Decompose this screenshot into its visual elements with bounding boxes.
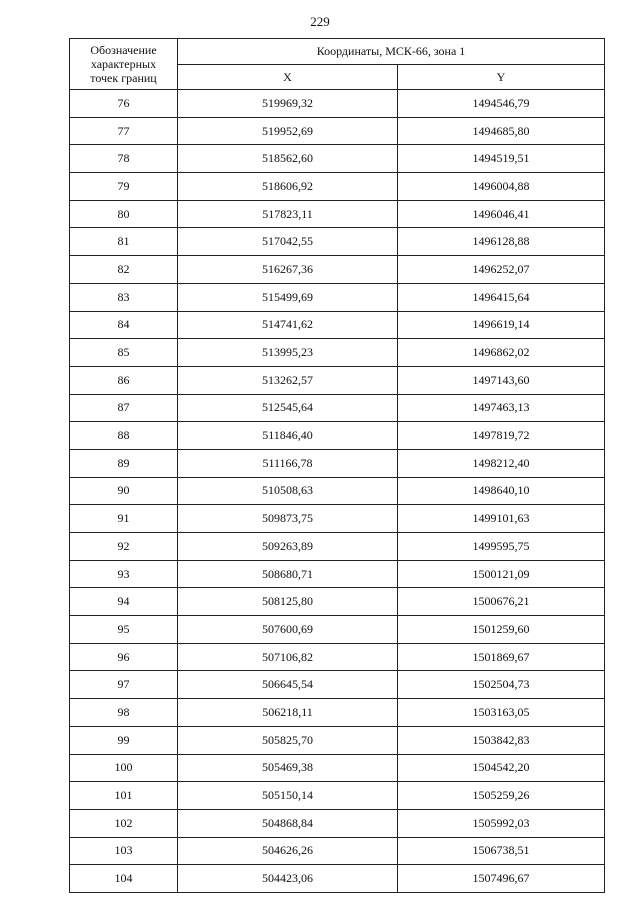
point-cell: 87 <box>70 394 178 422</box>
y-cell: 1497463,13 <box>398 394 605 422</box>
y-cell: 1496004,88 <box>398 173 605 201</box>
table-row <box>70 283 605 311</box>
y-cell: 1500121,09 <box>398 560 605 588</box>
table-row <box>70 200 605 228</box>
table-row <box>70 533 605 561</box>
table-body <box>70 90 605 893</box>
y-cell: 1505259,26 <box>398 782 605 810</box>
y-cell: 1494685,80 <box>398 117 605 145</box>
y-cell: 1505992,03 <box>398 809 605 837</box>
y-column-header: Y <box>398 65 605 90</box>
point-cell: 79 <box>70 173 178 201</box>
y-cell: 1503163,05 <box>398 699 605 727</box>
table-row <box>70 90 605 118</box>
table-row <box>70 782 605 810</box>
point-cell: 89 <box>70 449 178 477</box>
point-cell: 103 <box>70 837 178 865</box>
point-cell: 93 <box>70 560 178 588</box>
x-cell: 508680,71 <box>178 560 398 588</box>
x-cell: 507600,69 <box>178 616 398 644</box>
y-cell: 1506738,51 <box>398 837 605 865</box>
x-cell: 504626,26 <box>178 837 398 865</box>
x-cell: 510508,63 <box>178 477 398 505</box>
point-cell: 102 <box>70 809 178 837</box>
table-row <box>70 865 605 893</box>
point-header-line-3: точек границ <box>90 71 157 85</box>
table-row <box>70 560 605 588</box>
x-cell: 518606,92 <box>178 173 398 201</box>
point-cell: 98 <box>70 699 178 727</box>
table-row <box>70 754 605 782</box>
table-row <box>70 643 605 671</box>
x-cell: 517042,55 <box>178 228 398 256</box>
table-row <box>70 366 605 394</box>
point-cell: 95 <box>70 616 178 644</box>
x-cell: 515499,69 <box>178 283 398 311</box>
point-cell: 78 <box>70 145 178 173</box>
x-cell: 519952,69 <box>178 117 398 145</box>
table-row <box>70 422 605 450</box>
point-cell: 77 <box>70 117 178 145</box>
x-cell: 512545,64 <box>178 394 398 422</box>
y-cell: 1504542,20 <box>398 754 605 782</box>
y-cell: 1498212,40 <box>398 449 605 477</box>
x-cell: 509263,89 <box>178 533 398 561</box>
table-row <box>70 505 605 533</box>
point-header-line-1: Обозначение <box>90 43 157 57</box>
point-cell: 88 <box>70 422 178 450</box>
point-cell: 85 <box>70 339 178 367</box>
y-cell: 1494546,79 <box>398 90 605 118</box>
y-cell: 1499595,75 <box>398 533 605 561</box>
x-cell: 508125,80 <box>178 588 398 616</box>
y-cell: 1496252,07 <box>398 256 605 284</box>
y-cell: 1499101,63 <box>398 505 605 533</box>
y-cell: 1496862,02 <box>398 339 605 367</box>
table-row <box>70 726 605 754</box>
point-cell: 92 <box>70 533 178 561</box>
point-cell: 97 <box>70 671 178 699</box>
x-cell: 517823,11 <box>178 200 398 228</box>
table-row <box>70 173 605 201</box>
x-cell: 505469,38 <box>178 754 398 782</box>
point-cell: 91 <box>70 505 178 533</box>
y-cell: 1507496,67 <box>398 865 605 893</box>
x-cell: 509873,75 <box>178 505 398 533</box>
x-cell: 505150,14 <box>178 782 398 810</box>
y-cell: 1497143,60 <box>398 366 605 394</box>
y-cell: 1496046,41 <box>398 200 605 228</box>
point-cell: 84 <box>70 311 178 339</box>
table-header <box>70 39 605 90</box>
point-cell: 82 <box>70 256 178 284</box>
point-cell: 99 <box>70 726 178 754</box>
point-cell: 80 <box>70 200 178 228</box>
table-row <box>70 671 605 699</box>
point-cell: 94 <box>70 588 178 616</box>
x-cell: 505825,70 <box>178 726 398 754</box>
y-cell: 1494519,51 <box>398 145 605 173</box>
coordinates-group-header: Координаты, МСК-66, зона 1 <box>178 39 605 65</box>
point-cell: 104 <box>70 865 178 893</box>
point-column-header <box>70 39 178 90</box>
coordinates-table <box>69 38 605 893</box>
y-cell: 1496415,64 <box>398 283 605 311</box>
y-cell: 1501869,67 <box>398 643 605 671</box>
point-cell: 90 <box>70 477 178 505</box>
point-cell: 101 <box>70 782 178 810</box>
y-cell: 1496619,14 <box>398 311 605 339</box>
point-header-line-2: характерных <box>90 57 157 71</box>
x-cell: 519969,32 <box>178 90 398 118</box>
y-cell: 1502504,73 <box>398 671 605 699</box>
x-cell: 518562,60 <box>178 145 398 173</box>
x-cell: 514741,62 <box>178 311 398 339</box>
y-cell: 1496128,88 <box>398 228 605 256</box>
point-cell: 76 <box>70 90 178 118</box>
x-cell: 513262,57 <box>178 366 398 394</box>
table-row <box>70 699 605 727</box>
y-cell: 1497819,72 <box>398 422 605 450</box>
table-row <box>70 311 605 339</box>
x-cell: 506645,54 <box>178 671 398 699</box>
x-cell: 507106,82 <box>178 643 398 671</box>
table-row <box>70 449 605 477</box>
x-cell: 506218,11 <box>178 699 398 727</box>
point-cell: 81 <box>70 228 178 256</box>
x-column-header: X <box>178 65 398 90</box>
table-row <box>70 256 605 284</box>
table-row <box>70 145 605 173</box>
table-row <box>70 588 605 616</box>
x-cell: 513995,23 <box>178 339 398 367</box>
table-row <box>70 339 605 367</box>
table-row <box>70 477 605 505</box>
table-row <box>70 228 605 256</box>
table-row <box>70 394 605 422</box>
y-cell: 1503842,83 <box>398 726 605 754</box>
table-row <box>70 837 605 865</box>
x-cell: 511846,40 <box>178 422 398 450</box>
y-cell: 1501259,60 <box>398 616 605 644</box>
point-cell: 100 <box>70 754 178 782</box>
page-number: 229 <box>310 14 330 29</box>
x-cell: 504868,84 <box>178 809 398 837</box>
y-cell: 1500676,21 <box>398 588 605 616</box>
table-row <box>70 616 605 644</box>
point-cell: 96 <box>70 643 178 671</box>
table-row <box>70 809 605 837</box>
x-cell: 504423,06 <box>178 865 398 893</box>
y-cell: 1498640,10 <box>398 477 605 505</box>
table-row <box>70 117 605 145</box>
x-cell: 511166,78 <box>178 449 398 477</box>
x-cell: 516267,36 <box>178 256 398 284</box>
point-cell: 86 <box>70 366 178 394</box>
point-cell: 83 <box>70 283 178 311</box>
